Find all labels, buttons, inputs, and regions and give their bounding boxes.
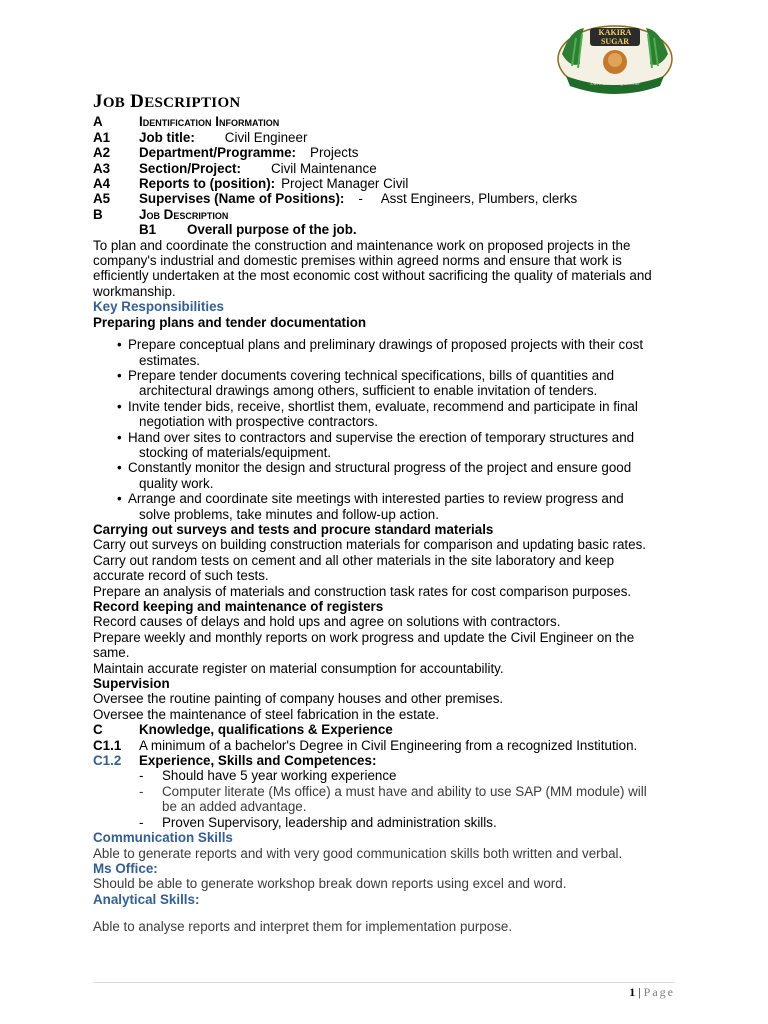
purpose-paragraph: To plan and coordinate the construction and maintenance work on proposed projects in the company's industrial and domestic premises within agreed norms and ensure that work is efficiently undertaken at the most economic cost without sacrificing the quality of materials and workmanship. — [93, 237, 652, 299]
page-number — [629, 985, 675, 1000]
b1-label: Overall purpose of the job. — [187, 222, 357, 238]
communication-heading: Communication Skills — [93, 830, 233, 846]
field-value: Civil Engineer — [224, 129, 308, 145]
field-code: A1 — [93, 129, 111, 145]
section-b-label: Job Description — [139, 206, 229, 222]
bullet-icon: • — [117, 429, 122, 445]
list-item-text: Computer literate (Ms office) a must have and ability to use SAP (MM module) will — [162, 783, 647, 799]
list-item-cont: architectural drawings among others, sufficient to enable invitation of tenders. — [139, 383, 598, 399]
list-item — [139, 815, 693, 830]
section-c-label: Knowledge, qualifications & Experience — [139, 722, 393, 738]
field-code: A5 — [93, 191, 111, 207]
title-word1-initial: J — [93, 91, 103, 112]
page-footer — [93, 982, 675, 999]
list-item-text: Proven Supervisory, leadership and administration skills. — [162, 814, 497, 830]
title-word2-rest: ESCRIPTION — [144, 95, 241, 111]
records-paragraph: Maintain accurate register on material consumption for accountability. — [93, 660, 504, 676]
dash-marker: - — [139, 783, 144, 799]
field-code: A4 — [93, 176, 111, 192]
spacer — [93, 907, 693, 919]
list-item — [117, 430, 693, 461]
field-value: - Asst Engineers, Plumbers, clerks — [358, 191, 578, 207]
list-item-text: Invite tender bids, receive, shortlist them, evaluate, recommend and participate in final — [128, 398, 638, 414]
field-code: A3 — [93, 160, 111, 176]
analytical-heading: Analytical Skills: — [93, 891, 200, 907]
records-paragraph: Prepare weekly and monthly reports on work progress and update the Civil Engineer on the same. — [93, 629, 635, 661]
supervision-heading: Supervision — [93, 676, 170, 692]
company-logo — [556, 24, 674, 94]
field-a5 — [93, 191, 693, 206]
field-label: Supervises (Name of Positions): — [139, 191, 345, 207]
c12-label: Experience, Skills and Competences: — [139, 753, 377, 769]
section-c-heading — [93, 722, 693, 737]
records-heading: Record keeping and maintenance of registers — [93, 599, 384, 614]
logo-line1: KAKIRA — [598, 28, 632, 37]
c12-row — [93, 753, 693, 768]
list-item — [117, 368, 693, 399]
supervision-paragraph: Oversee the maintenance of steel fabrication in the estate. — [93, 706, 440, 722]
section-a-heading — [93, 114, 693, 129]
list-item-text: Arrange and coordinate site meetings with interested parties to review progress and — [128, 491, 624, 507]
field-a2 — [93, 145, 693, 160]
field-label: Section/Project: — [139, 160, 241, 176]
list-item — [117, 399, 693, 430]
field-a3 — [93, 161, 693, 176]
bullet-icon: • — [117, 460, 122, 476]
page-number-value: 1 — [629, 985, 636, 999]
field-label: Job title: — [139, 129, 195, 145]
list-item-text: Hand over sites to contractors and supervise the erection of temporary structures and — [128, 429, 635, 445]
surveys-paragraph: Carry out random tests on cement and all other materials in the site laboratory and keep accurate record of such tests. — [93, 552, 615, 584]
b1-code: B1 — [139, 222, 157, 238]
list-item-text: Prepare tender documents covering technical specifications, bills of quantities and — [128, 367, 615, 383]
list-item-cont: be an added advantage. — [162, 799, 307, 815]
surveys-heading: Carrying out surveys and tests and procure standard materials — [93, 521, 494, 537]
list-item — [139, 784, 693, 815]
ms-office-heading: Ms Office: — [93, 860, 158, 876]
c11-row — [93, 738, 693, 753]
responsibilities-list — [93, 337, 693, 522]
page-title — [93, 91, 693, 112]
list-item-cont: solve problems, take minutes and follow-up action. — [139, 506, 439, 522]
bullet-icon: • — [117, 398, 122, 414]
list-item-cont: negotiation with prospective contractors. — [139, 414, 378, 430]
section-a-label: Identification Information — [139, 114, 280, 130]
logo-motto: There is Nothing Sweeter — [589, 82, 641, 87]
field-a4 — [93, 176, 693, 191]
field-label: Department/Programme: — [139, 145, 297, 161]
title-word2-initial: D — [130, 91, 145, 112]
surveys-paragraph: Prepare an analysis of materials and construction task rates for cost comparison purposes. — [93, 583, 632, 599]
list-item-text: Prepare conceptual plans and preliminary drawings of proposed projects with their cost — [128, 337, 644, 353]
records-paragraph: Record causes of delays and hold ups and agree on solutions with contractors. — [93, 614, 561, 630]
c11-code: C1.1 — [93, 737, 122, 753]
page-word: Page — [643, 985, 675, 999]
dash-marker: - — [139, 768, 144, 784]
list-item — [117, 337, 693, 368]
section-b-code: B — [93, 206, 103, 222]
c12-code: C1.2 — [93, 753, 122, 769]
section-b-heading — [93, 207, 693, 222]
field-value: Civil Maintenance — [270, 160, 377, 176]
field-label: Reports to (position): — [139, 176, 276, 192]
experience-list — [93, 768, 693, 830]
list-item — [139, 768, 693, 783]
page-sep: | — [635, 985, 644, 999]
communication-text: Able to generate reports and with very good communication skills both written and verbal. — [93, 845, 623, 861]
supervision-paragraph: Oversee the routine painting of company houses and other premises. — [93, 691, 504, 707]
bullet-icon: • — [117, 491, 122, 507]
list-item-cont: estimates. — [139, 352, 201, 368]
c11-text: A minimum of a bachelor's Degree in Civil Engineering from a recognized Institution. — [139, 737, 638, 753]
list-item-text: Should have 5 year working experience — [162, 768, 397, 784]
document-body — [93, 91, 693, 935]
list-item — [117, 491, 693, 522]
field-value: Projects — [310, 145, 359, 161]
section-a-code: A — [93, 114, 103, 130]
list-item — [117, 460, 693, 491]
list-item-text: Constantly monitor the design and structural progress of the project and ensure good — [128, 460, 632, 476]
preparing-heading: Preparing plans and tender documentation — [93, 314, 367, 330]
bullet-icon: • — [117, 367, 122, 383]
ms-office-text: Should be able to generate workshop break down reports using excel and word. — [93, 876, 567, 892]
title-word1-rest: OB — [102, 95, 126, 111]
section-c-code: C — [93, 722, 103, 738]
key-responsibilities-heading: Key Responsibilities — [93, 299, 224, 315]
b1-heading — [93, 222, 693, 237]
list-item-cont: stocking of materials/equipment. — [139, 444, 332, 460]
surveys-paragraph: Carry out surveys on building construction materials for comparison and updating basic rates. — [93, 537, 647, 553]
bullet-icon: • — [117, 337, 122, 353]
analytical-text: Able to analyse reports and interpret them for implementation purpose. — [93, 919, 513, 935]
field-a1 — [93, 130, 693, 145]
dash-marker: - — [139, 814, 144, 830]
logo-line2: SUGAR — [600, 37, 629, 46]
list-item-cont: quality work. — [139, 475, 214, 491]
field-code: A2 — [93, 145, 111, 161]
field-value: Project Manager Civil — [281, 176, 409, 192]
